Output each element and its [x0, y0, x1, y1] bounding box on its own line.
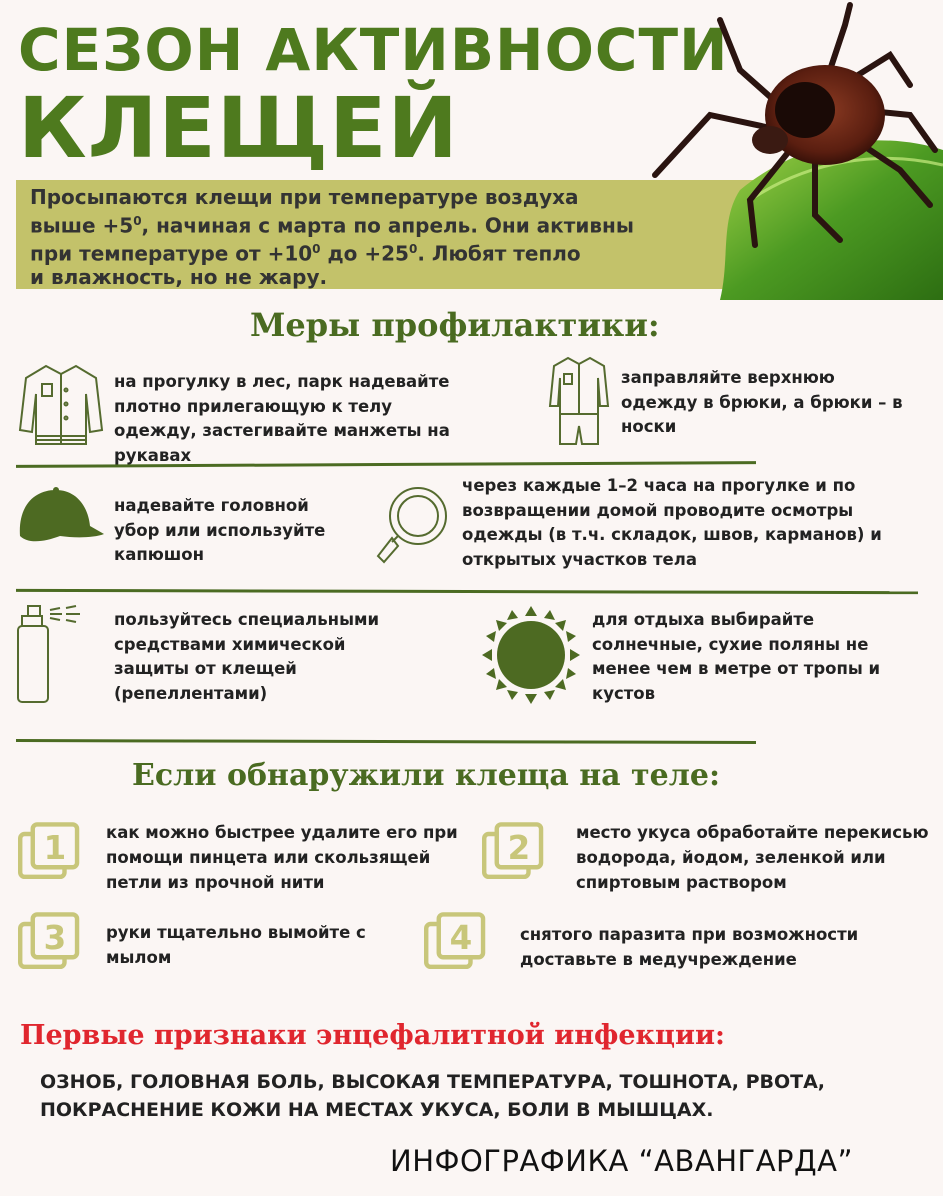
intro-line: при температуре от $+10^0$ до $+25^0$. Любят тепло — [30, 241, 581, 266]
found-step-1: как можно быстрее удалите его при помощи пинцета или скользящей петли из прочной нити — [106, 823, 458, 892]
footer-credit: ИНФОГРАФИКА “АВАНГАРДА” — [390, 1144, 854, 1178]
warning-line: ПОКРАСНЕНИЕ КОЖИ НА МЕСТАХ УКУСА, БОЛИ В МЫШЦАХ. — [40, 1099, 714, 1121]
step-number-4-icon — [424, 910, 486, 972]
found-heading: Если обнаружили клеща на теле: — [132, 758, 721, 793]
intro-line: Просыпаются клещи при температуре воздуха — [30, 185, 579, 209]
warning-symptoms — [40, 1068, 930, 1124]
page-title-line1: СЕЗОН АКТИВНОСТИ — [18, 16, 729, 84]
page-title-line2: КЛЕЩЕЙ — [18, 79, 459, 177]
intro-line: выше $+5^0$, начиная с марта по апрель. Они активны — [30, 213, 634, 238]
prevention-item-2: заправляйте верхнюю одежду в брюки, а брюки – в носки — [621, 368, 903, 436]
sun-icon — [482, 606, 580, 704]
jacket-icon — [16, 360, 106, 448]
svg-text:3: 3 — [43, 919, 67, 958]
cap-icon — [14, 484, 106, 550]
svg-text:2: 2 — [507, 829, 531, 868]
svg-text:1: 1 — [43, 829, 67, 868]
spray-icon — [14, 602, 90, 706]
divider — [16, 589, 918, 594]
intro-text — [30, 186, 720, 289]
warning-line: ОЗНОБ, ГОЛОВНАЯ БОЛЬ, ВЫСОКАЯ ТЕМПЕРАТУРА, ТОШНОТА, РВОТА, — [40, 1071, 826, 1093]
prevention-item-1: на прогулку в лес, парк надевайте плотно прилегающую к телу одежду, застегивайте манжеты на рукавах — [114, 372, 450, 465]
svg-text:4: 4 — [449, 919, 473, 958]
divider — [16, 739, 756, 744]
warning-heading: Первые признаки энцефалитной инфекции: — [20, 1020, 725, 1051]
magnifier-icon — [372, 482, 452, 570]
intro-line: и влажность, но не жару. — [30, 264, 328, 289]
step-number-3-icon — [18, 910, 80, 972]
step-number-2-icon — [482, 820, 544, 882]
prevention-item-3: надевайте головной убор или используйте капюшон — [114, 496, 326, 564]
prevention-item-4: через каждые 1–2 часа на прогулке и по возвращении домой проводите осмотры одежды (в т.ч. складок, швов, карманов) и открытых участков тела — [462, 476, 882, 569]
outfit-icon — [548, 354, 610, 450]
found-step-3: руки тщательно вымойте с мылом — [106, 923, 366, 967]
prevention-item-5: пользуйтесь специальными средствами химической защиты от клещей (репеллентами) — [114, 610, 380, 703]
found-step-4: снятого паразита при возможности доставьте в медучреждение — [520, 925, 859, 969]
step-number-1-icon — [18, 820, 80, 882]
prevention-heading: Меры профилактики: — [250, 306, 660, 344]
found-step-2: место укуса обработайте перекисью водорода, йодом, зеленкой или спиртовым раствором — [576, 823, 929, 892]
prevention-item-6: для отдыха выбирайте солнечные, сухие поляны не менее чем в метре от тропы и кустов — [592, 610, 881, 703]
